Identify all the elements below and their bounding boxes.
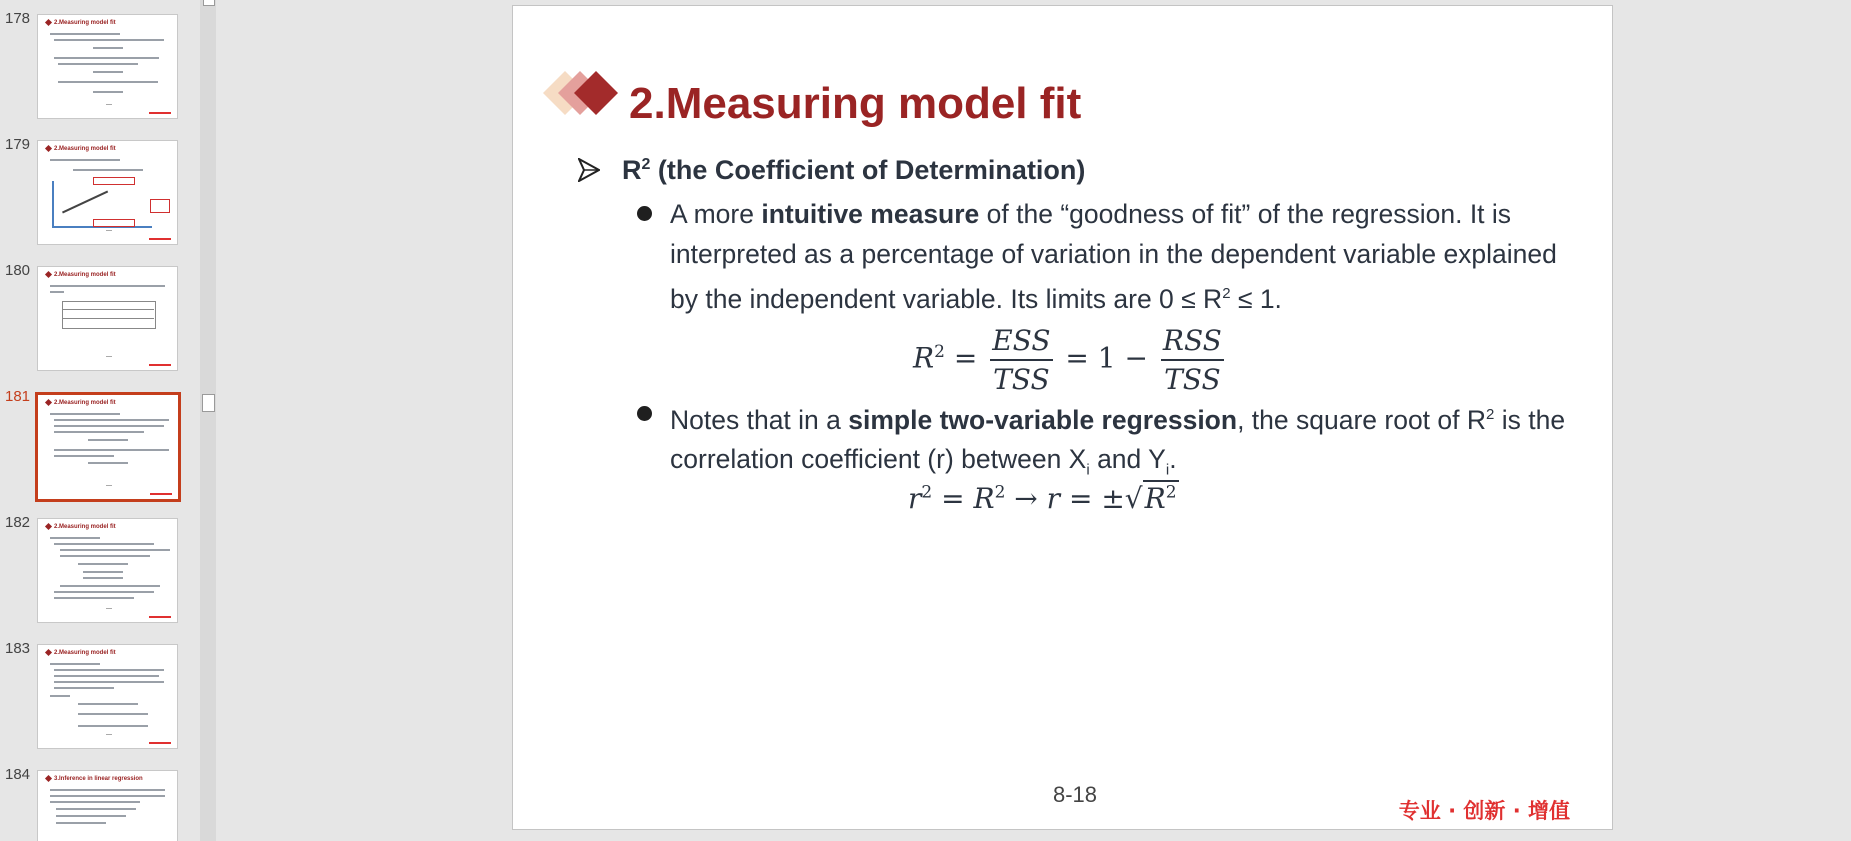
thumbnail-title: 2.Measuring model fit xyxy=(46,20,116,26)
bullet-dot xyxy=(637,406,652,421)
brand-slogan: 专业 · 创新 · 增值 xyxy=(1398,799,1570,823)
slide-thumbnail[interactable] xyxy=(37,14,178,119)
slide-page-number: 8-18 xyxy=(1053,782,1098,807)
slide-thumbnail[interactable] xyxy=(37,770,178,841)
slide-canvas[interactable] xyxy=(512,5,1613,830)
slide-title: 2.Measuring model fit xyxy=(629,79,1082,128)
slide-number: 182 xyxy=(5,514,31,531)
slide-thumbnail[interactable] xyxy=(37,644,178,749)
slide-number: 183 xyxy=(5,640,31,657)
thumbnail-scrollbar[interactable] xyxy=(200,0,216,841)
slide-thumbnail-active[interactable] xyxy=(35,392,181,502)
equation-r-correlation: $r^2 = R^2 \to r = \pm√R^2$ xyxy=(908,482,1177,515)
equation-r-squared: $R^2$ = $\frac{\text{ESS}}{\text{TSS}}$ = 1 − $\frac{\text{RSS}}{\text{TSS}}$ xyxy=(913,324,1222,396)
thumbnail-title: 2.Measuring model fit xyxy=(46,146,116,152)
slide-number: 180 xyxy=(5,262,31,279)
slide-thumbnail-panel xyxy=(0,0,200,841)
thumbnail-title: 2.Measuring model fit xyxy=(46,524,116,530)
slide-thumbnail[interactable] xyxy=(37,518,178,623)
scrollbar-top-cap[interactable] xyxy=(203,0,215,6)
thumbnail-title: 3.Inference in linear regression xyxy=(46,776,143,782)
scrollbar-thumb[interactable] xyxy=(202,394,215,412)
bullet-text-intuitive-measure: A more intuitive measure of the “goodness of fit” of the regression. It is interpreted as a percentage of variation in the dependent variable explained by the independent variable. Its limits are $0 \le R^2 \le 1$. xyxy=(670,199,1557,314)
diamond-decoration-icon xyxy=(543,68,623,118)
arrow-bullet-icon xyxy=(578,158,600,182)
section-heading: $R^2$ (the Coefficient of Determination) xyxy=(622,155,1086,185)
slide-number: 181 xyxy=(5,388,31,405)
slide-number: 178 xyxy=(5,10,31,27)
bullet-text-correlation: Notes that in a simple two-variable regression, the square root of $R^2$ is the correlation coefficient (r) between $X_i$ and $Y_i$. xyxy=(670,404,1566,479)
slide-number: 184 xyxy=(5,766,31,783)
slide-thumbnail[interactable] xyxy=(37,266,178,371)
slide-thumbnail[interactable] xyxy=(37,140,178,245)
thumbnail-title: 2.Measuring model fit xyxy=(46,650,116,656)
thumbnail-title: 2.Measuring model fit xyxy=(46,400,116,406)
bullet-dot xyxy=(637,206,652,221)
slide-number: 179 xyxy=(5,136,31,153)
thumbnail-title: 2.Measuring model fit xyxy=(46,272,116,278)
